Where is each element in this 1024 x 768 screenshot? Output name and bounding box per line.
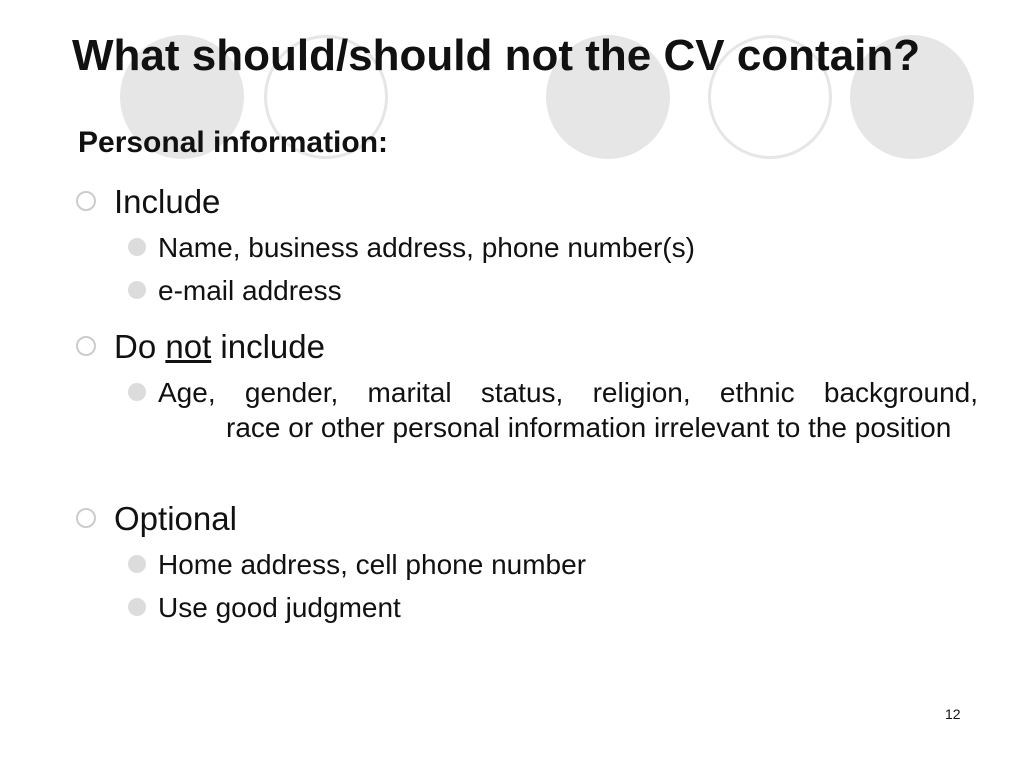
- dot-bullet-icon: [128, 555, 146, 573]
- slide-subtitle: Personal information:: [78, 126, 389, 159]
- slide-title: What should/should not the CV contain?: [72, 31, 921, 80]
- ring-bullet-icon: [76, 191, 96, 211]
- section-do-not-include-heading: [114, 327, 325, 367]
- section-heading-emphasis: not: [165, 328, 212, 365]
- dot-bullet-icon: [128, 238, 146, 256]
- page-number: 12: [945, 706, 961, 722]
- list-item-text: Home address, cell phone number: [158, 549, 587, 580]
- list-item-text: Use good judgment: [158, 592, 401, 623]
- section-heading-text: Include: [114, 183, 221, 220]
- list-item: [158, 375, 978, 445]
- list-item-text-line1: Age, gender, marital status, religion, ethnic background,: [158, 377, 978, 408]
- ring-bullet-icon: [76, 336, 96, 356]
- list-item: [158, 547, 586, 582]
- dot-bullet-icon: [128, 598, 146, 616]
- list-item: [158, 230, 695, 265]
- dot-bullet-icon: [128, 383, 146, 401]
- list-item-text: Name, business address, phone number(s): [158, 232, 695, 263]
- section-heading-prefix: Do: [114, 328, 157, 365]
- list-item: [158, 590, 401, 625]
- section-optional-heading: [114, 499, 237, 539]
- list-item-text: e-mail address: [158, 275, 342, 306]
- list-item-text-continued: race or other personal information irrelevant to the position: [226, 412, 952, 443]
- section-include-heading: [114, 182, 220, 222]
- list-item: [158, 273, 342, 308]
- dot-bullet-icon: [128, 281, 146, 299]
- section-heading-suffix: include: [220, 328, 325, 365]
- section-heading-text: Optional: [114, 500, 237, 537]
- ring-bullet-icon: [76, 508, 96, 528]
